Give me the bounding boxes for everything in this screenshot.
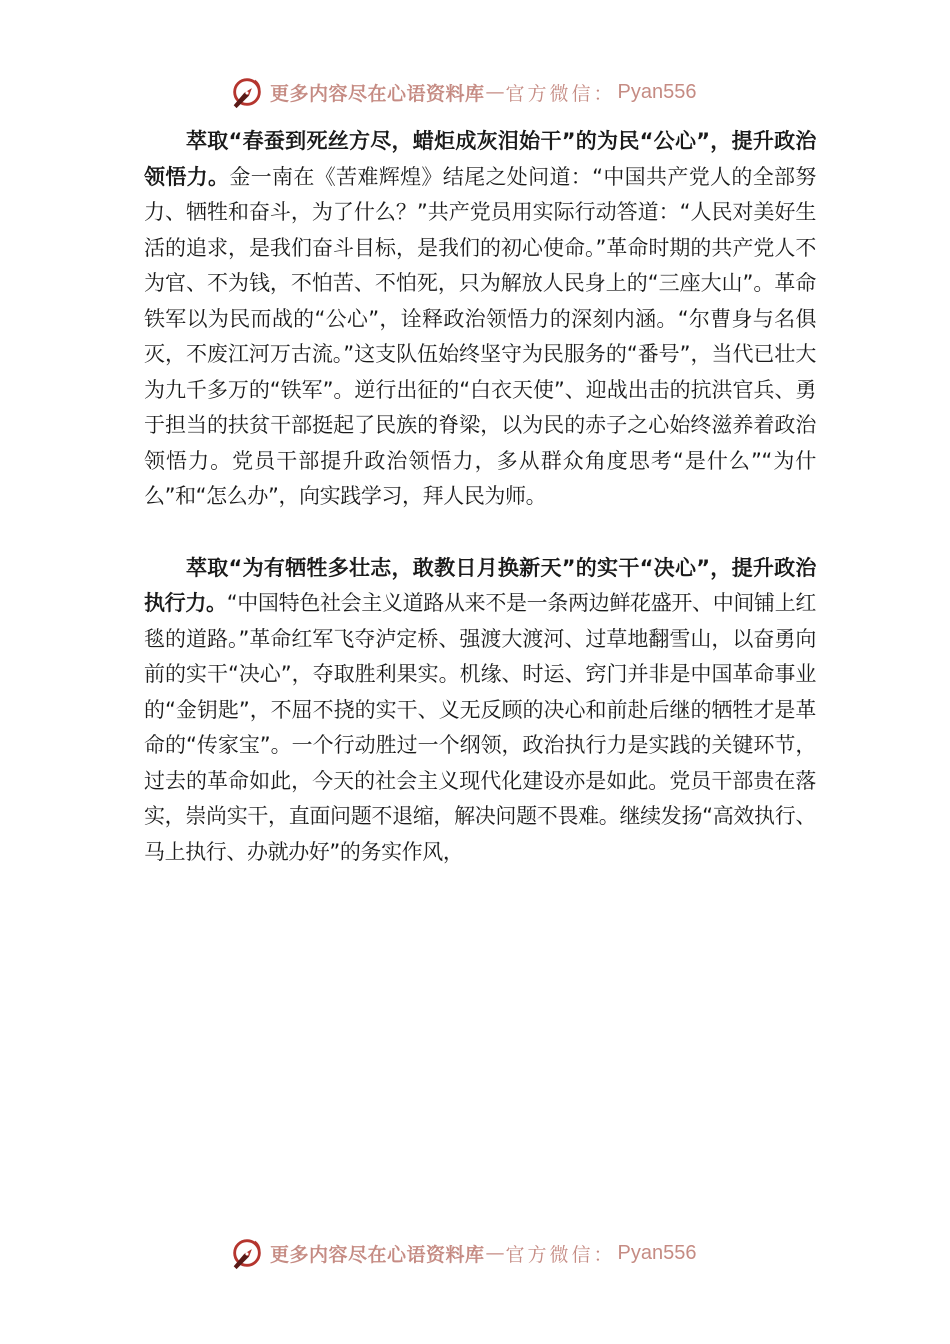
- header-wechat-handle: Pyan556: [617, 80, 697, 103]
- footer-banner: [228, 1233, 728, 1273]
- paragraph-2: [144, 551, 816, 871]
- pen-nib-logo-icon: [228, 73, 266, 111]
- paragraph-1-lead: 萃取“春蚕到死丝方尽，蜡炬成灰泪始干”的为民“公心”，提升政治领悟力。: [144, 129, 816, 189]
- paragraph-2-body: “中国特色社会主义道路从来不是一条两边鲜花盛开、中间铺上红毯的道路。”革命红军飞夺泸定桥、强渡大渡河、过草地翻雪山，以奋勇向前的实干“决心”，夺取胜利果实。机缘、时运、窍门并非是中国革命事业的“金钥匙”，不屈不挠的实干、义无反顾的决心和前赴后继的牺牲才是革命的“传家宝”。一个行动胜过一个纲领，政治执行力是实践的关键环节，过去的革命如此，今天的社会主义现代化建设亦是如此。党员干部贵在落实，崇尚实干，直面问题不退缩，解决问题不畏难。继续发扬“高效执行、马上执行、办就办好”的务实作风，: [144, 591, 817, 864]
- header-banner: [228, 72, 728, 112]
- footer-wechat-handle: Pyan556: [617, 1241, 697, 1264]
- paragraph-2-lead: 萃取“为有牺牲多壮志，敢教日月换新天”的实干“决心”，提升政治执行力。: [144, 555, 816, 615]
- footer-wechat-label: 官方微信：: [505, 1243, 616, 1266]
- paragraph-1: [144, 124, 816, 515]
- footer-dash: —: [485, 1242, 505, 1264]
- pen-nib-logo-icon: [228, 1234, 266, 1272]
- document-body: [144, 124, 816, 870]
- header-dash: —: [485, 81, 505, 103]
- footer-site-name: 更多内容尽在心语资料库: [270, 1243, 485, 1266]
- paragraph-1-body: 金一南在《苦难辉煌》结尾之处问道：“中国共产党人的全部努力、牺牲和奋斗，为了什么？”共产党员用实际行动答道：“人民对美好生活的追求，是我们奋斗目标，是我们的初心使命。”革命时期的共产党人不为官、不为钱，不怕苦、不怕死，只为解放人民身上的“三座大山”。革命铁军以为民而战的“公心”，诠释政治领悟力的深刻内涵。“尔曹身与名俱灭，不废江河万古流。”这支队伍始终坚守为民服务的“番号”，当代已壮大为九千多万的“铁军”。逆行出征的“白衣天使”、迎战出击的抗洪官兵、勇于担当的扶贫干部挺起了民族的脊梁，以为民的赤子之心始终滋养着政治领悟力。党员干部提升政治领悟力，多从群众角度思考“是什么”“为什么”和“怎么办”，向实践学习，拜人民为师。: [144, 164, 816, 508]
- header-wechat-label: 官方微信：: [505, 82, 616, 105]
- header-site-name: 更多内容尽在心语资料库: [270, 82, 485, 105]
